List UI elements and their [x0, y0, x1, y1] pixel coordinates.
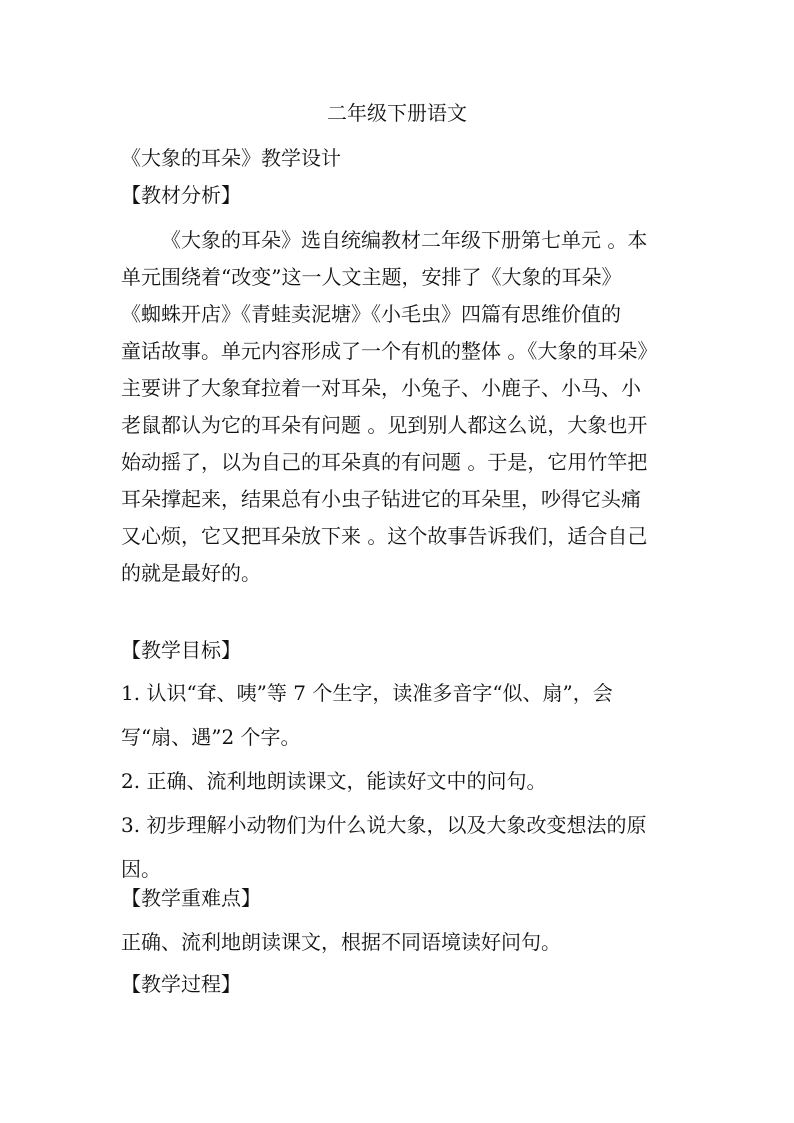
goal-item: 因。	[121, 857, 161, 881]
analysis-line: 主要讲了大象耷拉着一对耳朵，小兔子、小鹿子、小马、小	[121, 376, 641, 400]
analysis-line: 又心烦，它又把耳朵放下来 。这个故事告诉我们，适合自己	[121, 524, 648, 548]
difficulty-heading: 【教学重难点】	[121, 886, 261, 910]
analysis-line: 单元围绕着“改变”这一人文主题，安排了《大象的耳朵》	[121, 265, 622, 289]
lesson-title: 《大象的耳朵》教学设计	[121, 146, 341, 170]
goals-heading: 【教学目标】	[121, 638, 241, 662]
analysis-line: 《大象的耳朵》选自统编教材二年级下册第七单元 。本	[161, 228, 648, 252]
goal-item: 2. 正确、流利地朗读课文，能读好文中的问句。	[121, 769, 547, 793]
analysis-line: 老鼠都认为它的耳朵有问题 。见到别人都这么说，大象也开	[121, 413, 648, 437]
document-title: 二年级下册语文	[327, 101, 467, 125]
analysis-heading: 【教材分析】	[121, 183, 241, 207]
analysis-line: 始动摇了，以为自己的耳朵真的有问题 。于是，它用竹竿把	[121, 450, 648, 474]
goals-list	[121, 675, 681, 887]
difficulty-text: 正确、流利地朗读课文，根据不同语境读好问句。	[121, 930, 561, 954]
process-heading: 【教学过程】	[121, 972, 241, 996]
analysis-line: 耳朵撑起来，结果总有小虫子钻进它的耳朵里，吵得它头痛	[121, 487, 641, 511]
goal-item: 3. 初步理解小动物们为什么说大象，以及大象改变想法的原	[121, 813, 647, 837]
analysis-paragraph	[121, 222, 681, 591]
analysis-line: 童话故事。单元内容形成了一个有机的整体 。《大象的耳朵》	[121, 339, 658, 363]
analysis-line: 的就是最好的。	[121, 561, 261, 585]
goal-item: 写“扇、遇”2 个字。	[121, 725, 301, 749]
analysis-line: 《蜘蛛开店》《青蛙卖泥塘》《小毛虫》四篇有思维价值的	[121, 302, 621, 326]
goal-item: 1. 认识“耷、咦”等 7 个生字，读准多音字“似、扇”，会	[121, 681, 613, 705]
